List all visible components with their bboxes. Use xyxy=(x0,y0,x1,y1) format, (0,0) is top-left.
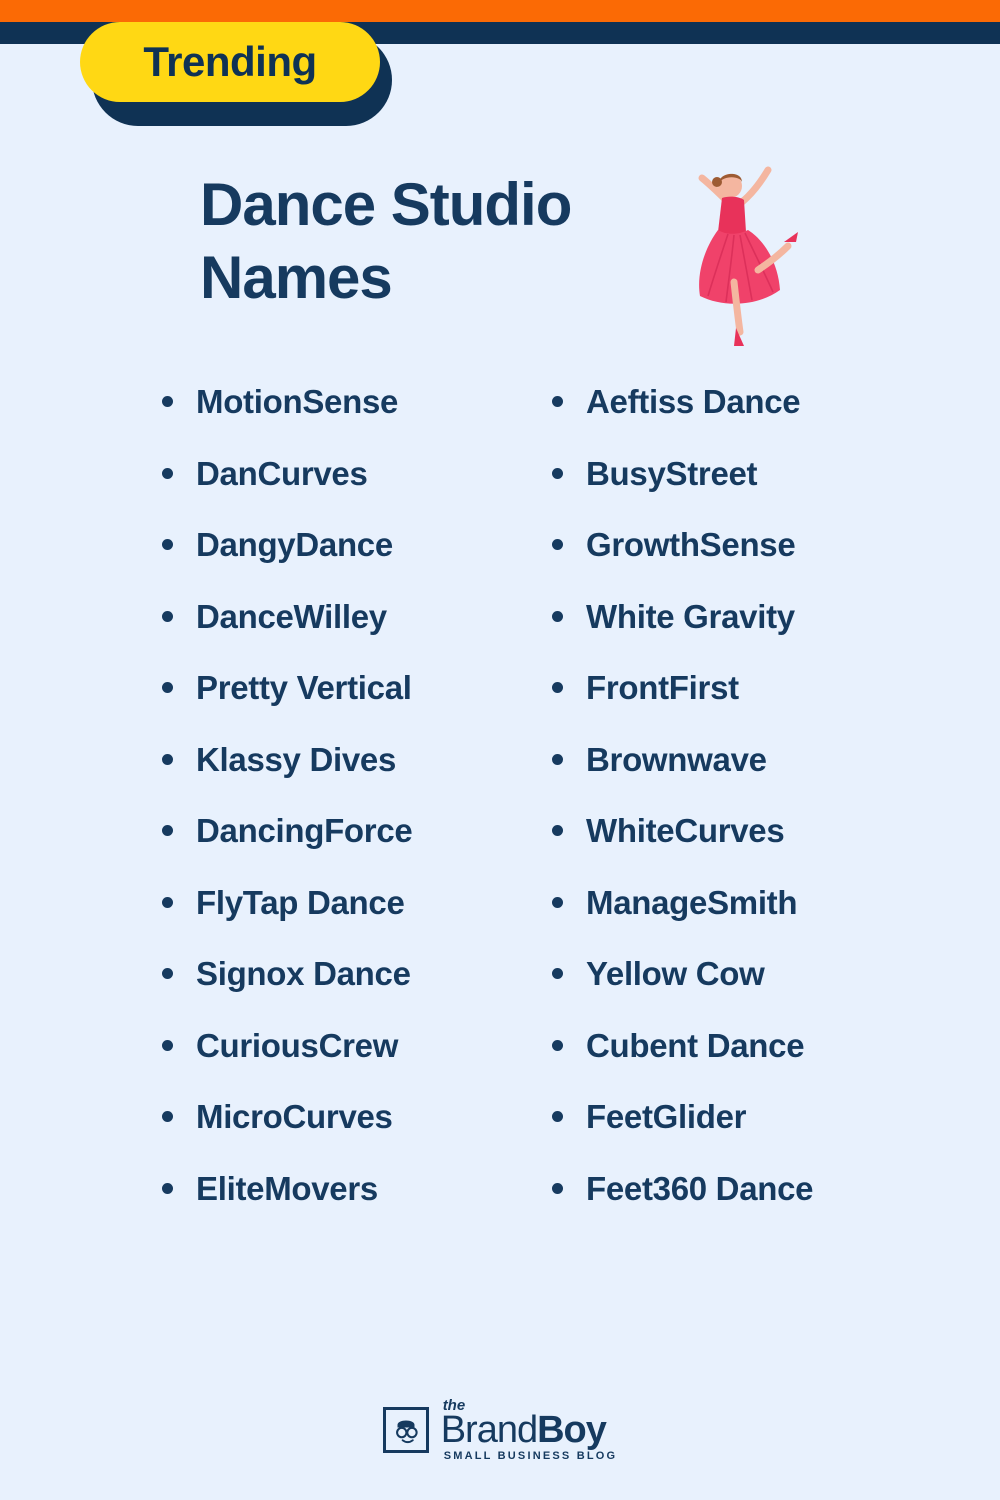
list-item: ManageSmith xyxy=(540,886,930,919)
logo-brandboy-text xyxy=(441,1411,606,1449)
brandboy-face-icon xyxy=(383,1407,429,1453)
left-name-list xyxy=(150,385,540,1205)
list-item: DanceWilley xyxy=(150,600,540,633)
logo-boy-text: Boy xyxy=(537,1409,606,1451)
list-item: DanCurves xyxy=(150,457,540,490)
footer-logo xyxy=(0,1398,1000,1462)
trending-badge xyxy=(80,22,380,102)
list-item: GrowthSense xyxy=(540,528,930,561)
list-item: Feet360 Dance xyxy=(540,1172,930,1205)
list-item: DancingForce xyxy=(150,814,540,847)
list-item: FeetGlider xyxy=(540,1100,930,1133)
list-item: MotionSense xyxy=(150,385,540,418)
list-item: Cubent Dance xyxy=(540,1029,930,1062)
top-orange-bar xyxy=(0,0,1000,22)
brandboy-wordmark xyxy=(441,1398,618,1462)
list-item: MicroCurves xyxy=(150,1100,540,1133)
list-item: Signox Dance xyxy=(150,957,540,990)
page-title: Dance Studio Names xyxy=(200,171,572,312)
trending-badge-label: Trending xyxy=(143,38,317,85)
right-name-list xyxy=(540,385,930,1205)
list-item: Brownwave xyxy=(540,743,930,776)
list-item: FlyTap Dance xyxy=(150,886,540,919)
list-item: Klassy Dives xyxy=(150,743,540,776)
list-item: Pretty Vertical xyxy=(150,671,540,704)
list-item: Aeftiss Dance xyxy=(540,385,930,418)
logo-the-text: the xyxy=(442,1397,466,1414)
logo-tagline: SMALL BUSINESS BLOG xyxy=(443,1450,618,1462)
list-item: White Gravity xyxy=(540,600,930,633)
list-item: CuriousCrew xyxy=(150,1029,540,1062)
list-item: BusyStreet xyxy=(540,457,930,490)
name-lists xyxy=(0,385,1000,1243)
right-column xyxy=(540,385,930,1243)
list-item: EliteMovers xyxy=(150,1172,540,1205)
list-item: DangyDance xyxy=(150,528,540,561)
logo-brand-text: Brand xyxy=(440,1409,538,1451)
left-column xyxy=(150,385,540,1243)
list-item: WhiteCurves xyxy=(540,814,930,847)
ballerina-dancer-icon xyxy=(672,150,802,350)
list-item: Yellow Cow xyxy=(540,957,930,990)
list-item: FrontFirst xyxy=(540,671,930,704)
